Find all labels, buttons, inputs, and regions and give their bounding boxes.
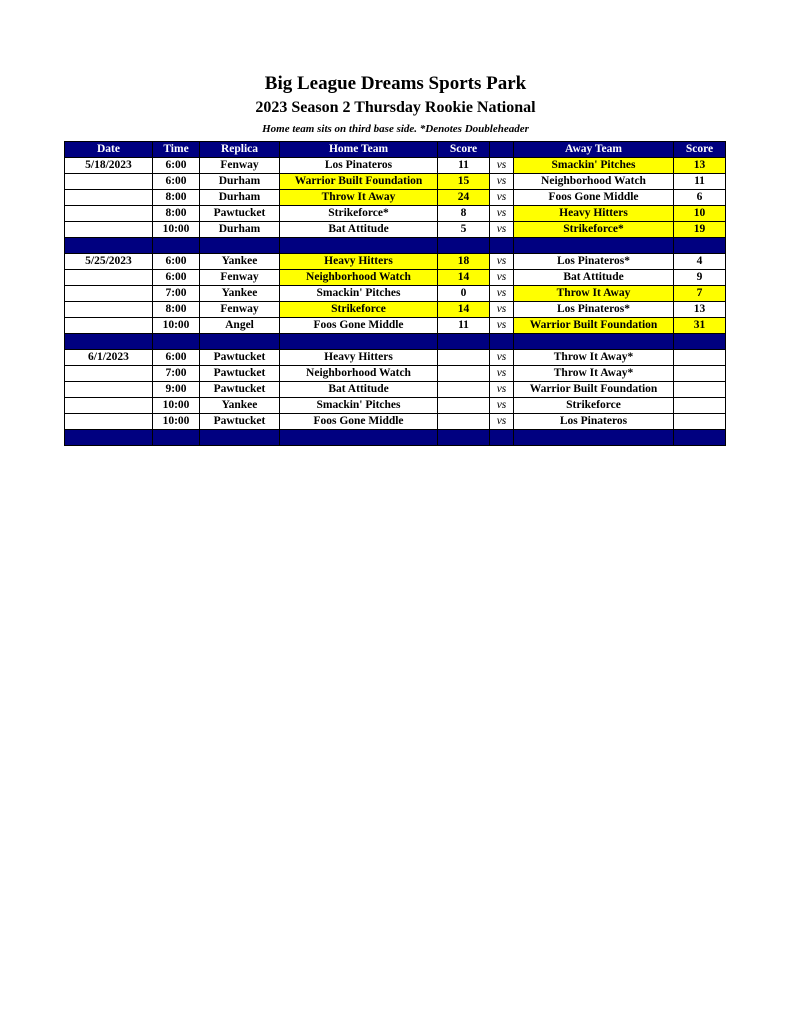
home-score-cell: 0 [438, 286, 490, 302]
away-team-cell: Smackin' Pitches [514, 158, 674, 174]
away-team-cell: Bat Attitude [514, 270, 674, 286]
replica-cell: Durham [200, 190, 280, 206]
date-cell [65, 270, 153, 286]
table-row [65, 222, 726, 238]
vs-cell: vs [490, 158, 514, 174]
table-row [65, 350, 726, 366]
away-team-cell: Strikeforce [514, 398, 674, 414]
date-cell [65, 286, 153, 302]
table-row [65, 158, 726, 174]
replica-cell: Fenway [200, 302, 280, 318]
away-score-cell: 9 [674, 270, 726, 286]
home-team-cell: Throw It Away [280, 190, 438, 206]
home-score-cell [438, 382, 490, 398]
week-separator-row [65, 334, 726, 350]
column-header-home-team: Home Team [280, 142, 438, 158]
home-score-cell: 8 [438, 206, 490, 222]
date-cell [65, 206, 153, 222]
away-score-cell: 19 [674, 222, 726, 238]
table-row [65, 414, 726, 430]
separator-cell [153, 334, 200, 350]
home-team-cell: Bat Attitude [280, 382, 438, 398]
home-score-cell [438, 350, 490, 366]
table-row [65, 254, 726, 270]
away-team-cell: Warrior Built Foundation [514, 382, 674, 398]
replica-cell: Durham [200, 222, 280, 238]
column-header-home-score: Score [438, 142, 490, 158]
vs-cell: vs [490, 206, 514, 222]
home-score-cell: 11 [438, 318, 490, 334]
table-header-row [65, 142, 726, 158]
home-score-cell: 15 [438, 174, 490, 190]
separator-cell [490, 238, 514, 254]
home-score-cell: 24 [438, 190, 490, 206]
separator-cell [438, 334, 490, 350]
home-score-cell [438, 414, 490, 430]
column-header-away-team: Away Team [514, 142, 674, 158]
replica-cell: Yankee [200, 254, 280, 270]
separator-cell [514, 334, 674, 350]
home-team-cell: Strikeforce [280, 302, 438, 318]
home-team-cell: Foos Gone Middle [280, 414, 438, 430]
home-score-cell: 18 [438, 254, 490, 270]
home-team-cell: Smackin' Pitches [280, 398, 438, 414]
home-team-cell: Neighborhood Watch [280, 366, 438, 382]
table-row [65, 270, 726, 286]
time-cell: 10:00 [153, 222, 200, 238]
separator-cell [674, 430, 726, 446]
replica-cell: Fenway [200, 270, 280, 286]
home-team-cell: Smackin' Pitches [280, 286, 438, 302]
vs-cell: vs [490, 222, 514, 238]
home-team-cell: Heavy Hitters [280, 254, 438, 270]
vs-cell: vs [490, 286, 514, 302]
away-team-cell: Throw It Away* [514, 366, 674, 382]
replica-cell: Fenway [200, 158, 280, 174]
separator-cell [200, 430, 280, 446]
away-team-cell: Warrior Built Foundation [514, 318, 674, 334]
separator-cell [514, 238, 674, 254]
table-row [65, 302, 726, 318]
date-cell: 5/18/2023 [65, 158, 153, 174]
table-row [65, 286, 726, 302]
replica-cell: Pawtucket [200, 350, 280, 366]
vs-cell: vs [490, 254, 514, 270]
away-score-cell: 11 [674, 174, 726, 190]
column-header-time: Time [153, 142, 200, 158]
time-cell: 7:00 [153, 366, 200, 382]
date-cell [65, 222, 153, 238]
replica-cell: Pawtucket [200, 206, 280, 222]
time-cell: 10:00 [153, 318, 200, 334]
separator-cell [514, 430, 674, 446]
table-row [65, 382, 726, 398]
vs-cell: vs [490, 174, 514, 190]
replica-cell: Pawtucket [200, 414, 280, 430]
date-cell [65, 318, 153, 334]
time-cell: 6:00 [153, 270, 200, 286]
away-score-cell: 6 [674, 190, 726, 206]
separator-cell [153, 238, 200, 254]
separator-cell [200, 334, 280, 350]
date-cell [65, 382, 153, 398]
time-cell: 6:00 [153, 350, 200, 366]
replica-cell: Yankee [200, 398, 280, 414]
away-score-cell [674, 414, 726, 430]
away-score-cell [674, 366, 726, 382]
table-row [65, 190, 726, 206]
table-row [65, 206, 726, 222]
separator-cell [438, 238, 490, 254]
vs-cell: vs [490, 366, 514, 382]
separator-cell [280, 430, 438, 446]
time-cell: 8:00 [153, 206, 200, 222]
away-score-cell: 4 [674, 254, 726, 270]
home-team-cell: Los Pinateros [280, 158, 438, 174]
replica-cell: Pawtucket [200, 366, 280, 382]
separator-cell [65, 430, 153, 446]
separator-cell [65, 334, 153, 350]
separator-cell [490, 334, 514, 350]
home-score-cell: 14 [438, 270, 490, 286]
vs-cell: vs [490, 318, 514, 334]
home-score-cell: 14 [438, 302, 490, 318]
away-score-cell [674, 350, 726, 366]
away-team-cell: Los Pinateros* [514, 302, 674, 318]
replica-cell: Durham [200, 174, 280, 190]
column-header-vs [490, 142, 514, 158]
table-row [65, 174, 726, 190]
away-score-cell [674, 398, 726, 414]
column-header-date: Date [65, 142, 153, 158]
away-team-cell: Throw It Away [514, 286, 674, 302]
vs-cell: vs [490, 270, 514, 286]
time-cell: 8:00 [153, 302, 200, 318]
away-team-cell: Throw It Away* [514, 350, 674, 366]
away-team-cell: Strikeforce* [514, 222, 674, 238]
home-team-cell: Neighborhood Watch [280, 270, 438, 286]
vs-cell: vs [490, 350, 514, 366]
time-cell: 9:00 [153, 382, 200, 398]
table-row [65, 318, 726, 334]
time-cell: 6:00 [153, 158, 200, 174]
week-separator-row [65, 430, 726, 446]
home-team-cell: Foos Gone Middle [280, 318, 438, 334]
home-score-cell [438, 398, 490, 414]
away-score-cell: 13 [674, 158, 726, 174]
schedule-table [64, 141, 726, 446]
time-cell: 8:00 [153, 190, 200, 206]
time-cell: 10:00 [153, 414, 200, 430]
date-cell: 6/1/2023 [65, 350, 153, 366]
vs-cell: vs [490, 302, 514, 318]
separator-cell [674, 334, 726, 350]
away-score-cell: 7 [674, 286, 726, 302]
date-cell [65, 398, 153, 414]
column-header-away-score: Score [674, 142, 726, 158]
home-score-cell: 5 [438, 222, 490, 238]
home-team-cell: Strikeforce* [280, 206, 438, 222]
schedule-note: Home team sits on third base side. *Denotes Doubleheader [262, 123, 529, 135]
away-score-cell: 13 [674, 302, 726, 318]
date-cell [65, 190, 153, 206]
away-team-cell: Los Pinateros [514, 414, 674, 430]
separator-cell [200, 238, 280, 254]
home-score-cell [438, 366, 490, 382]
date-cell [65, 302, 153, 318]
page-subtitle: 2023 Season 2 Thursday Rookie National [255, 99, 536, 116]
date-cell [65, 414, 153, 430]
separator-cell [280, 238, 438, 254]
schedule-body [65, 158, 726, 446]
away-score-cell: 31 [674, 318, 726, 334]
time-cell: 6:00 [153, 254, 200, 270]
table-row [65, 398, 726, 414]
replica-cell: Yankee [200, 286, 280, 302]
vs-cell: vs [490, 382, 514, 398]
date-cell [65, 174, 153, 190]
separator-cell [153, 430, 200, 446]
separator-cell [280, 334, 438, 350]
time-cell: 10:00 [153, 398, 200, 414]
replica-cell: Angel [200, 318, 280, 334]
date-cell [65, 366, 153, 382]
time-cell: 6:00 [153, 174, 200, 190]
separator-cell [65, 238, 153, 254]
home-team-cell: Bat Attitude [280, 222, 438, 238]
separator-cell [490, 430, 514, 446]
vs-cell: vs [490, 398, 514, 414]
page-title: Big League Dreams Sports Park [264, 73, 527, 94]
away-team-cell: Neighborhood Watch [514, 174, 674, 190]
separator-cell [438, 430, 490, 446]
column-header-replica: Replica [200, 142, 280, 158]
date-cell: 5/25/2023 [65, 254, 153, 270]
home-team-cell: Warrior Built Foundation [280, 174, 438, 190]
vs-cell: vs [490, 414, 514, 430]
week-separator-row [65, 238, 726, 254]
away-team-cell: Foos Gone Middle [514, 190, 674, 206]
separator-cell [674, 238, 726, 254]
home-score-cell: 11 [438, 158, 490, 174]
replica-cell: Pawtucket [200, 382, 280, 398]
away-team-cell: Heavy Hitters [514, 206, 674, 222]
away-score-cell [674, 382, 726, 398]
time-cell: 7:00 [153, 286, 200, 302]
away-team-cell: Los Pinateros* [514, 254, 674, 270]
away-score-cell: 10 [674, 206, 726, 222]
table-row [65, 366, 726, 382]
vs-cell: vs [490, 190, 514, 206]
home-team-cell: Heavy Hitters [280, 350, 438, 366]
